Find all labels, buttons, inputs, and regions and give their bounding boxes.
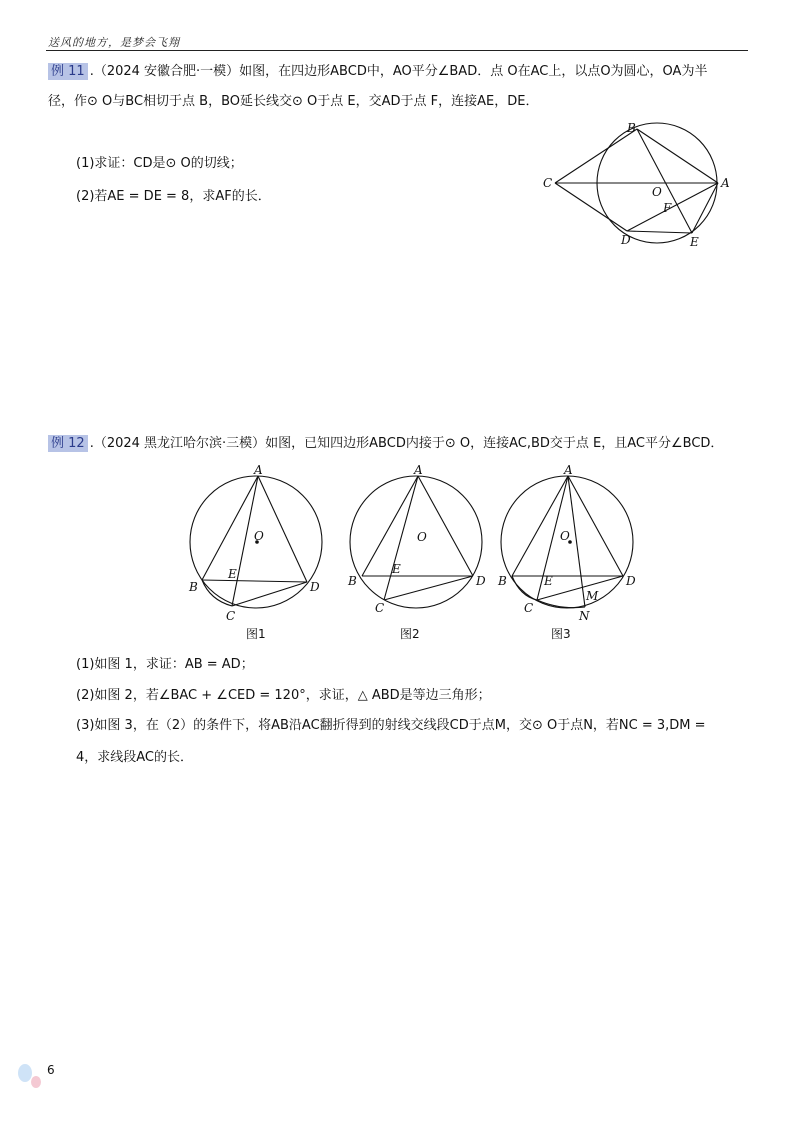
ex12-question-1: (1)如图 1，求证：AB = AD； — [76, 657, 254, 672]
fig2-label-o: O — [417, 530, 427, 544]
fig2-label-a: A — [414, 463, 423, 477]
fig1-caption: 图1 — [246, 627, 266, 641]
ex12-question-3a: (3)如图 3，在（2）的条件下，将AB沿AC翻折得到的射线交线段CD于点M，交⊙ O于点N，若NC = 3,DM = — [76, 718, 706, 733]
fig3-label-m: M — [586, 589, 599, 603]
ex11-tag: 例 11 — [48, 63, 88, 80]
ex11-seg-cb — [555, 129, 637, 183]
fig3-label-c: C — [524, 601, 534, 615]
ex11-line1 — [48, 62, 707, 82]
ex11-label-a: A — [721, 176, 730, 190]
ex11-label-b: B — [627, 121, 636, 135]
fig2-label-d: D — [476, 574, 486, 588]
fig3-label-n: N — [579, 609, 590, 623]
ex12-line1 — [48, 434, 723, 454]
fig2-label-b: B — [348, 574, 357, 588]
ex11-seg-ad — [627, 183, 718, 231]
ex12-figure-2 — [347, 463, 486, 641]
ex11-seg-de — [627, 231, 692, 233]
fig2-label-e: E — [392, 562, 401, 576]
fig1-label-d: D — [310, 580, 320, 594]
fig2-label-c: C — [375, 601, 385, 615]
ex12-question-2: (2)如图 2，若∠BAC + ∠CED = 120°，求证，△ ABD是等边三角形； — [76, 688, 491, 703]
page-number: 6 — [47, 1063, 55, 1077]
ex11-label-d: D — [621, 233, 631, 247]
ex11-seg-ae — [692, 183, 718, 233]
ex12-figure-1 — [188, 463, 322, 641]
fig1-label-c: C — [226, 609, 236, 623]
ex12-figure-3 — [497, 463, 636, 641]
header-divider — [46, 50, 748, 51]
ex11-label-f: F — [663, 201, 672, 215]
ex12-question-3b: 4，求线段AC的长． — [76, 750, 194, 765]
ex11-seg-be — [637, 129, 692, 233]
ex11-label-c: C — [543, 176, 553, 190]
fig3-label-o: O — [560, 529, 570, 543]
ex12-stem-1: .（2024 黑龙江哈尔滨·三模）如图，已知四边形ABCD内接于⊙ O，连接AC,BD交于点 E，且AC平分∠BCD． — [89, 436, 724, 451]
fig1-label-o: O — [254, 529, 264, 543]
fig3-caption: 图3 — [551, 627, 571, 641]
ex11-figure — [530, 118, 750, 253]
ex11-stem-1: .（2024 安徽合肥·一模）如图，在四边形ABCD中，AO平分∠BAD．点 O在AC上，以点O为圆心，OA为半 — [89, 64, 708, 79]
fig1-label-a: A — [254, 463, 263, 477]
fig3-label-e: E — [544, 574, 553, 588]
ex11-label-o: O — [652, 185, 662, 199]
ex11-seg-cd — [555, 183, 627, 231]
ex12-tag: 例 12 — [48, 435, 88, 452]
fig3-label-b: B — [498, 574, 507, 588]
fig3-label-a: A — [564, 463, 573, 477]
fig3-label-d: D — [626, 574, 636, 588]
fig2-caption: 图2 — [400, 627, 420, 641]
ex11-question-2: (2)若AE = DE = 8，求AF的长． — [76, 189, 271, 204]
balloon-decoration-icon — [18, 1064, 32, 1082]
ex11-question-1: (1)求证：CD是⊙ O的切线； — [76, 156, 243, 171]
fig1-label-b: B — [189, 580, 198, 594]
ex11-label-e: E — [690, 235, 699, 249]
balloon-decoration-icon-2 — [31, 1076, 41, 1088]
fig1-label-e: E — [228, 567, 237, 581]
ex11-stem-2: 径，作⊙ O与BC相切于点 B，BO延长线交⊙ O于点 E，交AD于点 F，连接AE，DE． — [48, 94, 539, 109]
ex12-figures — [180, 460, 650, 645]
header-motto: 送风的地方，是梦会飞翔 — [48, 36, 180, 49]
ex11-seg-ba — [637, 129, 718, 183]
